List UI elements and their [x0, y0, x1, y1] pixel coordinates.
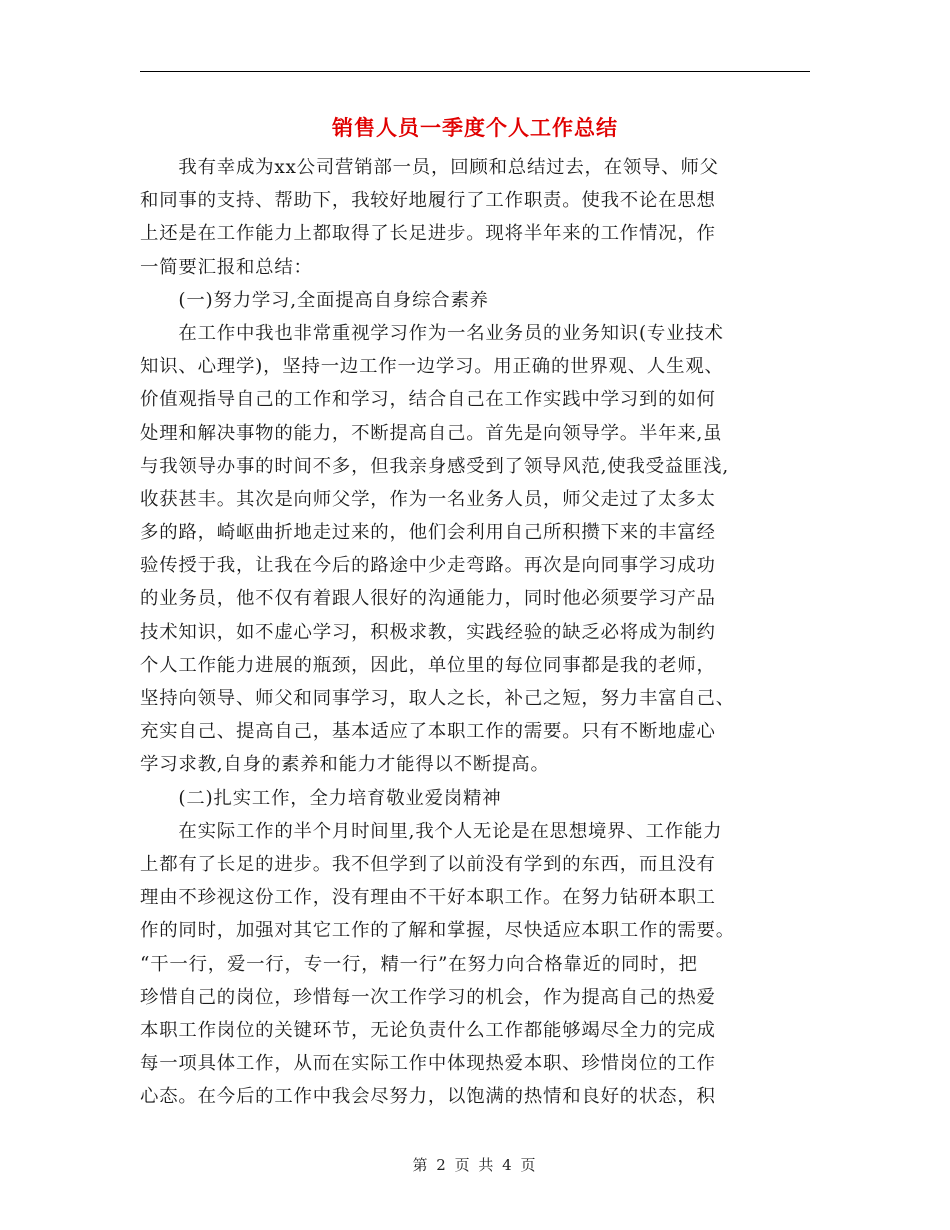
document-body	[140, 151, 810, 1113]
text-line: 上都有了长足的进步。我不但学到了以前没有学到的东西，而且没有	[140, 853, 716, 875]
text-line: 处理和解决事物的能力，不断提高自己。首先是向领导学。半年来,虽	[140, 422, 723, 444]
text-line: 理由不珍视这份工作，没有理由不干好本职工作。在努力钻研本职工	[140, 887, 716, 909]
text-line: 与我领导办事的时间不多，但我亲身感受到了领导风范,使我受益匪浅,	[140, 455, 730, 477]
text-line: 在工作中我也非常重视学习作为一名业务员的业务知识(专业技术	[140, 322, 724, 344]
text-line: 多的路，崎岖曲折地走过来的，他们会利用自己所积攒下来的丰富经	[140, 522, 716, 544]
text-line: 我有幸成为xx公司营销部一员，回顾和总结过去，在领导、师父	[140, 157, 719, 178]
page-footer: 第 2 页 共 4 页	[412, 1156, 538, 1174]
text-line: 珍惜自己的岗位，珍惜每一次工作学习的机会，作为提高自己的热爱	[140, 986, 716, 1008]
text-line: 的业务员，他不仅有着跟人很好的沟通能力，同时他必须要学习产品	[140, 588, 716, 610]
text-line: (二)扎实工作，全力培育敬业爱岗精神	[140, 787, 502, 809]
text-line: 价值观指导自己的工作和学习，结合自己在工作实践中学习到的如何	[140, 389, 716, 411]
text-line: 作的同时，加强对其它工作的了解和掌握，尽快适应本职工作的需要。	[140, 920, 735, 942]
text-line: 坚持向领导、师父和同事学习，取人之长，补己之短，努力丰富自己、	[140, 688, 735, 709]
text-line: 上还是在工作能力上都取得了长足进步。现将半年来的工作情况，作	[140, 223, 716, 245]
text-line: 在实际工作的半个月时间里,我个人无论是在思想境界、工作能力	[140, 820, 723, 842]
text-line: 验传授于我，让我在今后的路途中少走弯路。再次是向同事学习成功	[140, 555, 716, 577]
text-line: 学习求教,自身的素养和能力才能得以不断提高。	[140, 754, 550, 776]
text-line: (一)努力学习,全面提高自身综合素养	[140, 289, 489, 311]
text-line: 技术知识，如不虚心学习，积极求教，实践经验的缺乏必将成为制约	[140, 621, 716, 643]
text-line: 每一项具体工作，从而在实际工作中体现热爱本职、珍惜岗位的工作	[140, 1053, 716, 1075]
text-line: 一简要汇报和总结：	[140, 256, 313, 278]
text-line: 充实自己、提高自己，基本适应了本职工作的需要。只有不断地虚心	[140, 721, 716, 743]
document-title: 销售人员一季度个人工作总结	[332, 116, 618, 140]
text-line: 收获甚丰。其次是向师父学，作为一名业务人员，师父走过了太多太	[140, 488, 716, 510]
text-line: 和同事的支持、帮助下，我较好地履行了工作职责。使我不论在思想	[140, 190, 716, 212]
text-line: 个人工作能力进展的瓶颈，因此，单位里的每位同事都是我的老师，	[140, 654, 716, 676]
text-line: “干一行，爱一行，专一行，精一行”在努力向合格靠近的同时，把	[140, 953, 698, 975]
text-line: 心态。在今后的工作中我会尽努力，以饱满的热情和良好的状态，积	[140, 1086, 716, 1108]
text-line: 本职工作岗位的关键环节，无论负责什么工作都能够竭尽全力的完成	[140, 1019, 716, 1041]
text-line: 知识、心理学)，坚持一边工作一边学习。用正确的世界观、人生观、	[140, 356, 724, 378]
header-rule	[140, 71, 810, 72]
